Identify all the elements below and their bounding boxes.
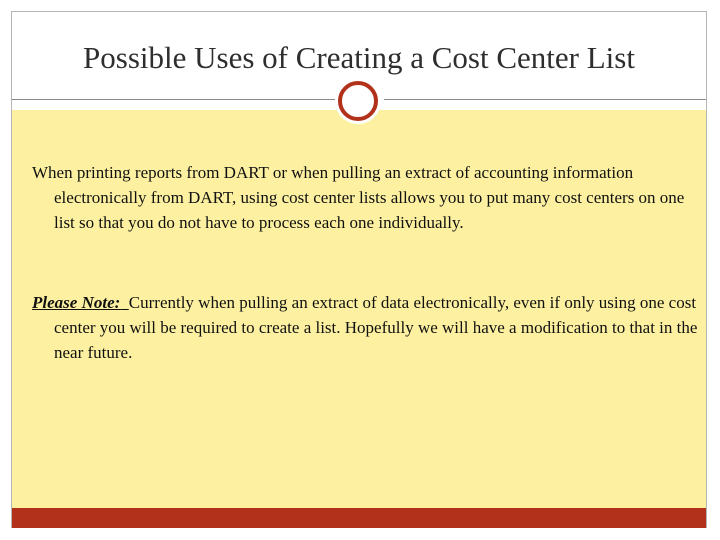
note-text: Currently when pulling an extract of data electronically, even if only using one cost center you will be required to create a list. Hopefully we will have a modification to that in the near future.: [54, 293, 698, 362]
circle-ornament-icon: [338, 81, 378, 121]
note-label-gap: [120, 293, 129, 312]
body-paragraph: When printing reports from DART or when pulling an extract of accounting information electronically from DART, using cost center lists allows you to put many cost centers on one list so that you do not have to process each one individually.: [32, 163, 685, 232]
slide-title: Possible Uses of Creating a Cost Center List: [83, 40, 635, 75]
note-paragraph: [32, 290, 704, 365]
note-label: Please Note:: [32, 293, 121, 312]
title-divider-right: [384, 99, 706, 100]
title-divider-left: [12, 99, 336, 100]
footer-bar: [12, 508, 706, 528]
